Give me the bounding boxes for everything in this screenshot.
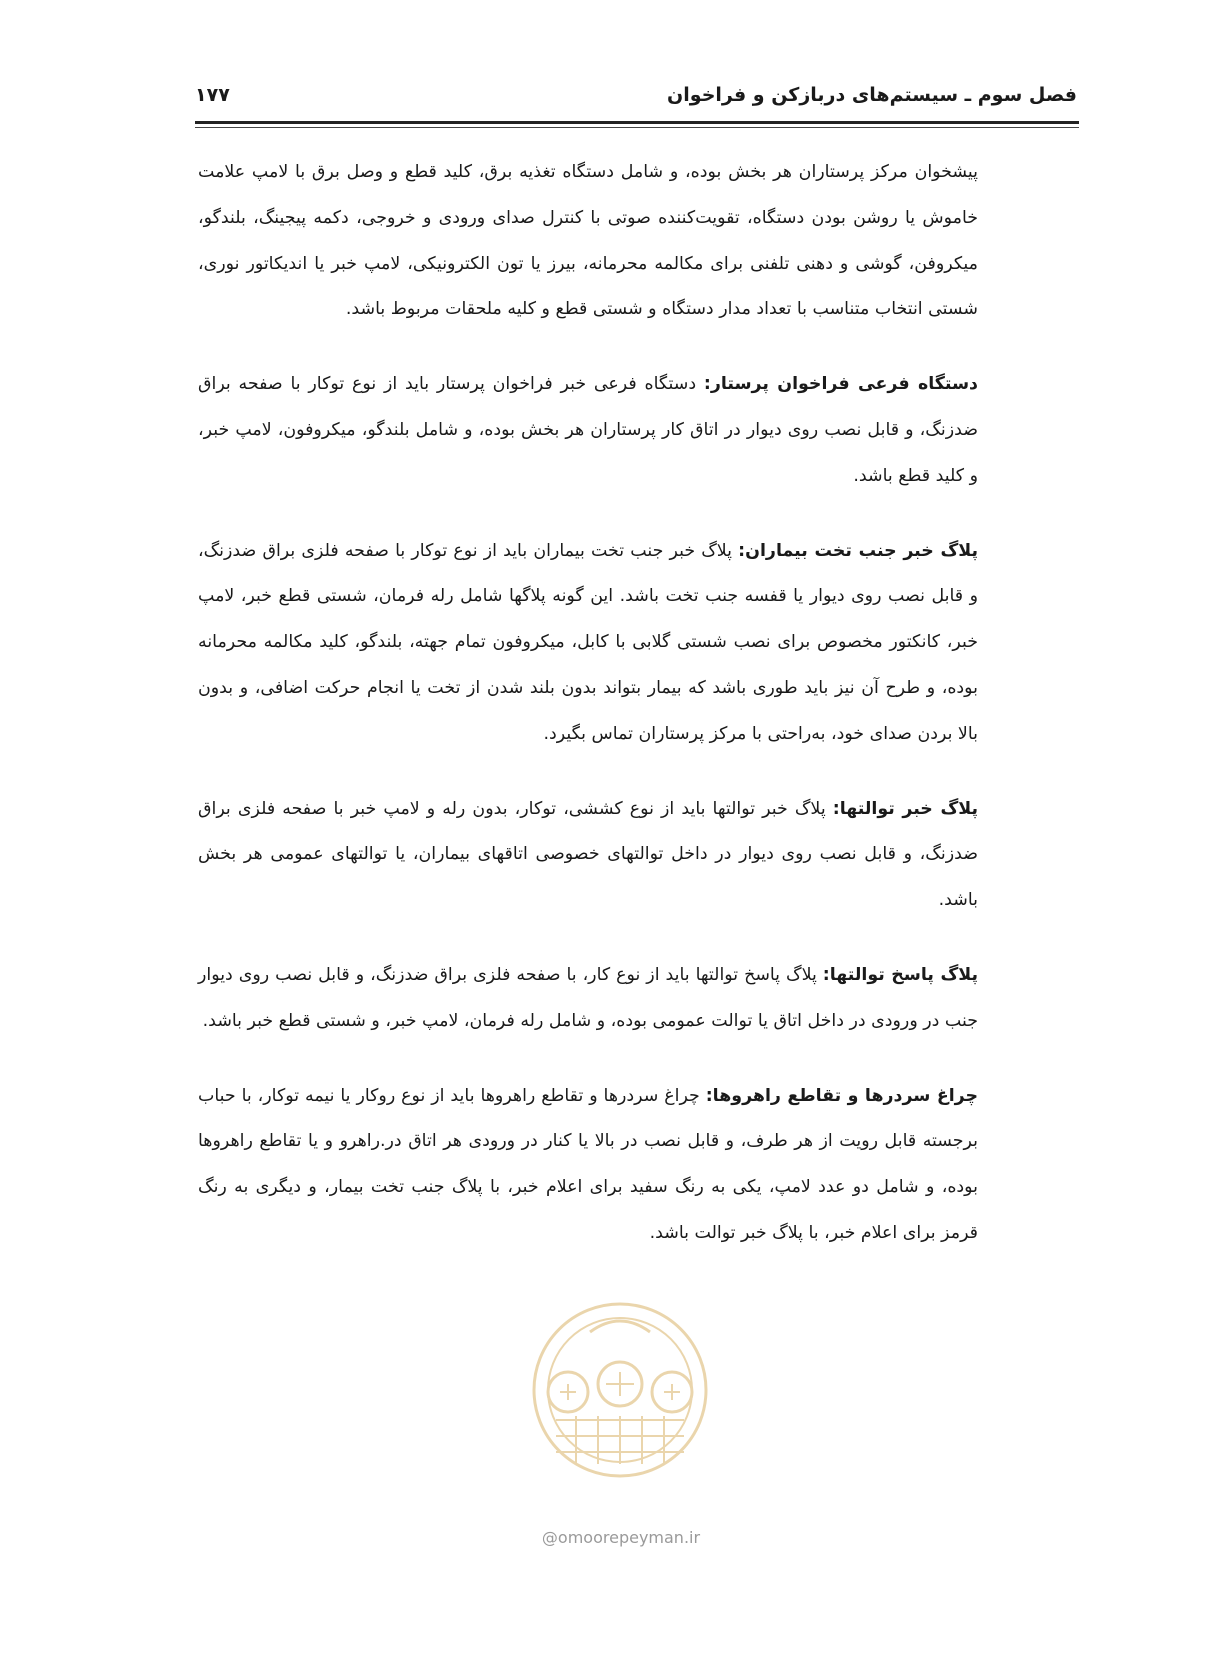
body-text bbox=[198, 150, 978, 1257]
at-icon: @ bbox=[541, 1528, 558, 1547]
header-rule bbox=[195, 121, 1079, 124]
paragraph bbox=[198, 787, 978, 924]
paragraph-heading: پلاگ پاسخ توالتها: bbox=[822, 964, 978, 985]
paragraph-heading: چراغ سردرها و تقاطع راهروها: bbox=[705, 1085, 979, 1106]
watermark-url-text: omoorepeyman.ir bbox=[557, 1528, 701, 1547]
paragraph-heading: دستگاه فرعی فراخوان پرستار: bbox=[703, 374, 978, 395]
paragraph-body: چراغ سردرها و تقاطع راهروها باید از نوع روکار یا نیمه توکار، با حباب برجسته قابل رویت از هر طرف، و قابل نصب در بالا یا کنار در ورودی هر اتاق در.راهرو و یا تقاطع راهروها بوده، و شامل دو عدد لامپ، یکی به رنگ سفید برای اعلام خبر، با پلاگ جنب تخت بیمار، و دیگری به رنگ قرمز برای اعلام خبر، با پلاگ خبر توالت باشد. bbox=[198, 1085, 978, 1243]
paragraph-body: پلاگ خبر جنب تخت بیماران باید از نوع توکار با صفحه فلزی براق ضدزنگ، و قابل نصب روی دیوار یا قفسه جنب تخت باشد. این گونه پلاگها شامل رله فرمان، شستی قطع خبر، لامپ خبر، کانکتور مخصوص برای نصب شستی گلابی با کابل، میکروفون تمام جهته، بلندگو، کلید مکالمه محرمانه بوده، و طرح آن نیز باید طوری باشد که بیمار بتواند بدون بلند شدن از تخت یا انجام حرکت اضافی، و بدون بالا بردن صدای خود، به‌راحتی با مرکز پرستاران تماس بگیرد. bbox=[198, 540, 978, 744]
paragraph-body: پیشخوان مرکز پرستاران هر بخش بوده، و شامل دستگاه تغذیه برق، کلید قطع و وصل برق با لامپ علامت خاموش یا روشن بودن دستگاه، تقویت‌کننده صوتی با کنترل صدای ورودی و خروجی، دکمه پیجینگ، بلندگو، میکروفن، گوشی و دهنی تلفنی برای مکالمه محرمانه، بیرز یا تون الکترونیکی، لامپ خبر یا اندیکاتور نوری، شستی انتخاب متناسب با تعداد مدار دستگاه و شستی قطع و کلیه ملحقات مربوط باشد. bbox=[198, 162, 978, 320]
header-rule-secondary bbox=[195, 127, 1079, 128]
paragraph bbox=[198, 529, 978, 758]
running-header bbox=[195, 78, 1077, 112]
paragraph-heading: پلاگ خبر جنب تخت بیماران: bbox=[738, 540, 978, 561]
paragraph-heading: پلاگ خبر توالتها: bbox=[832, 798, 979, 819]
paragraph-body: دستگاه فرعی خبر فراخوان پرستار باید از نوع توکار با صفحه براق ضدزنگ، و قابل نصب روی دیوار در اتاق کار پرستاران هر بخش بوده، و شامل بلندگو، میکروفون، لامپ خبر، و کلید قطع باشد. bbox=[198, 374, 978, 486]
watermark-url bbox=[526, 1528, 716, 1547]
page-number: ۱۷۷ bbox=[195, 84, 230, 106]
paragraph-body: پلاگ پاسخ توالتها باید از نوع کار، با صفحه فلزی براق ضدزنگ، و قابل نصب روی دیوار جنب در ورودی در داخل اتاق یا توالت عمومی بوده، و شامل رله فرمان، لامپ خبر، و شستی قطع خبر باشد. bbox=[198, 964, 978, 1031]
chapter-title: فصل سوم ـ سیستم‌های دربازکن و فراخوان bbox=[667, 84, 1077, 106]
paragraph bbox=[198, 362, 978, 499]
paragraph bbox=[198, 953, 978, 1045]
paragraph bbox=[198, 1074, 978, 1257]
paragraph bbox=[198, 150, 978, 333]
watermark-seal-icon bbox=[520, 1280, 720, 1530]
paragraph-body: پلاگ خبر توالتها باید از نوع کششی، توکار، بدون رله و لامپ خبر با صفحه فلزی براق ضدزنگ، و قابل نصب روی دیوار در داخل توالتهای خصوصی اتاقهای بیماران، یا توالتهای عمومی هر بخش باشد. bbox=[198, 798, 978, 911]
grid-pattern bbox=[556, 1416, 684, 1464]
